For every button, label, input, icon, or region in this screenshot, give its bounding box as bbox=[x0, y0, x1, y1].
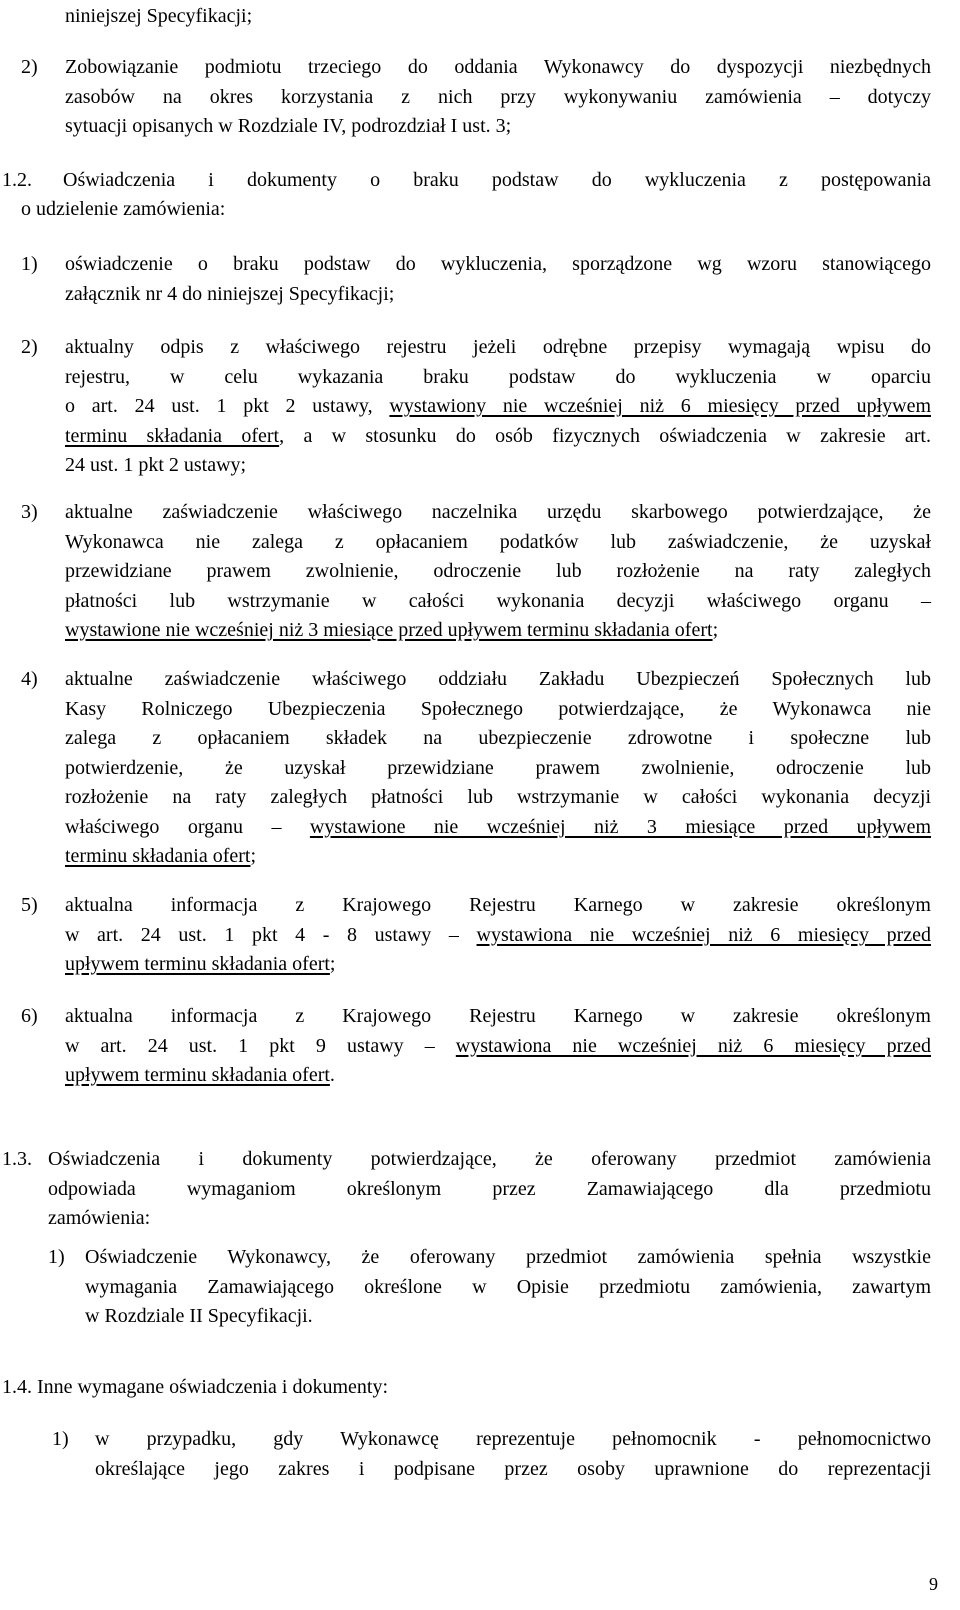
text-line: 1.4. Inne wymagane oświadczenia i dokumenty: bbox=[2, 1376, 388, 1398]
text-line: rejestru, w celu wykazania braku podstaw do wykluczenia w oparciu bbox=[65, 365, 931, 388]
text-line: aktualna informacja z Krajowego Rejestru Karnego w zakresie określonym bbox=[65, 894, 931, 916]
list-item bbox=[65, 1002, 931, 1091]
text-line: aktualny odpis z właściwego rejestru jeżeli odrębne przepisy wymagają wpisu do bbox=[65, 336, 931, 358]
text-line: Kasy Rolniczego Ubezpieczenia Społecznego potwierdzające, że Wykonawca nie bbox=[65, 697, 931, 720]
text-line: odpowiada wymaganiom określonym przez Zamawiającego dla przedmiotu bbox=[48, 1177, 931, 1200]
text-line: rozłożenie na raty zaległych płatności lub wstrzymanie w całości wykonania decyzji bbox=[65, 786, 931, 808]
text-line: w art. 24 ust. 1 pkt 9 ustawy – wystawiona nie wcześniej niż 6 miesięcy przed bbox=[65, 1034, 932, 1057]
text-line: Oświadczenia i dokumenty o braku podstaw do wykluczenia z postępowania bbox=[63, 169, 931, 191]
list-item bbox=[65, 498, 931, 646]
item-number: 4) bbox=[21, 668, 38, 690]
section-heading bbox=[2, 1373, 902, 1403]
top-line bbox=[65, 2, 925, 32]
text-line: upływem terminu składania ofert. bbox=[65, 1064, 335, 1086]
text-line: wymagania Zamawiającego określone w Opisie przedmiotu zamówienia, zawartym bbox=[85, 1275, 931, 1298]
text-line: Oświadczenia i dokumenty potwierdzające, że oferowany przedmiot zamówienia bbox=[48, 1148, 931, 1170]
text-line: aktualne zaświadczenie właściwego naczelnika urzędu skarbowego potwierdzające, że bbox=[65, 501, 931, 523]
item-number: 1) bbox=[21, 253, 38, 275]
text-line: określające jego zakres i podpisane przez osoby uprawnione do reprezentacji bbox=[95, 1457, 931, 1480]
item-number: 6) bbox=[21, 1005, 38, 1027]
text-line: w art. 24 ust. 1 pkt 4 - 8 ustawy – wystawiona nie wcześniej niż 6 miesięcy przed bbox=[65, 923, 931, 946]
text-line: Oświadczenie Wykonawcy, że oferowany przedmiot zamówienia spełnia wszystkie bbox=[85, 1246, 931, 1268]
text-line: sytuacji opisanych w Rozdziale IV, podrozdział I ust. 3; bbox=[65, 115, 512, 137]
page-number: 9 bbox=[929, 1574, 938, 1594]
item-number: 2) bbox=[21, 56, 38, 78]
text-line: w Rozdziale II Specyfikacji. bbox=[85, 1305, 313, 1327]
text-line: terminu składania ofert, a w stosunku do osób fizycznych oświadczenia w zakresie art. bbox=[65, 424, 931, 447]
list-item bbox=[65, 891, 931, 980]
section-heading bbox=[48, 1145, 931, 1234]
text-line: aktualna informacja z Krajowego Rejestru Karnego w zakresie określonym bbox=[65, 1005, 931, 1027]
text-line: Zobowiązanie podmiotu trzeciego do oddania Wykonawcy do dyspozycji niezbędnych bbox=[65, 56, 931, 78]
text-line: o art. 24 ust. 1 pkt 2 ustawy, wystawiony nie wcześniej niż 6 miesięcy przed upływem bbox=[65, 395, 931, 417]
section-heading bbox=[63, 166, 931, 196]
item-a2 bbox=[65, 53, 931, 142]
text-line: zalega z opłacaniem składek na ubezpieczenie zdrowotne i społeczne lub bbox=[65, 727, 931, 749]
text-line: oświadczenie o braku podstaw do wykluczenia, sporządzone wg wzoru stanowiącego bbox=[65, 253, 931, 275]
section-number: 1.2. bbox=[2, 169, 32, 191]
text-line: 24 ust. 1 pkt 2 ustawy; bbox=[65, 454, 247, 476]
list-item bbox=[85, 1243, 931, 1332]
item-number: 3) bbox=[21, 501, 38, 523]
section-heading-cont bbox=[21, 195, 921, 225]
list-item bbox=[65, 333, 931, 481]
item-number: 2) bbox=[21, 336, 38, 358]
item-number: 1) bbox=[52, 1428, 69, 1450]
text-line: właściwego organu – wystawione nie wcześniej niż 3 miesiące przed upływem bbox=[65, 815, 932, 838]
text-line: zamówienia: bbox=[48, 1207, 151, 1229]
text-line: o udzielenie zamówienia: bbox=[21, 198, 226, 220]
text-line: przewidziane prawem zwolnienie, odroczenie lub rozłożenie na raty zaległych bbox=[65, 560, 931, 582]
text-line: w przypadku, gdy Wykonawcę reprezentuje pełnomocnik - pełnomocnictwo bbox=[95, 1428, 931, 1450]
section-number: 1.3. bbox=[2, 1148, 32, 1170]
text-line: upływem terminu składania ofert; bbox=[65, 953, 336, 975]
text-line: wystawione nie wcześniej niż 3 miesiące przed upływem terminu składania ofert; bbox=[65, 619, 719, 641]
item-number: 5) bbox=[21, 894, 38, 916]
text-line: potwierdzenie, że uzyskał przewidziane prawem zwolnienie, odroczenie lub bbox=[65, 756, 931, 779]
text-line: aktualne zaświadczenie właściwego oddziału Zakładu Ubezpieczeń Społecznych lub bbox=[65, 668, 931, 690]
text-line: terminu składania ofert; bbox=[65, 845, 257, 867]
item-number: 1) bbox=[48, 1246, 65, 1268]
text-line: płatności lub wstrzymanie w całości wykonania decyzji właściwego organu – bbox=[65, 589, 931, 612]
list-item bbox=[65, 250, 931, 309]
text-line: zasobów na okres korzystania z nich przy wykonywaniu zamówienia – dotyczy bbox=[65, 85, 931, 108]
text-line: Wykonawca nie zalega z opłacaniem podatków lub zaświadczenie, że uzyskał bbox=[65, 530, 931, 553]
text-line: załącznik nr 4 do niniejszej Specyfikacji; bbox=[65, 282, 395, 305]
text-line: niniejszej Specyfikacji; bbox=[65, 5, 253, 27]
list-item bbox=[65, 665, 931, 872]
list-item bbox=[95, 1425, 931, 1484]
